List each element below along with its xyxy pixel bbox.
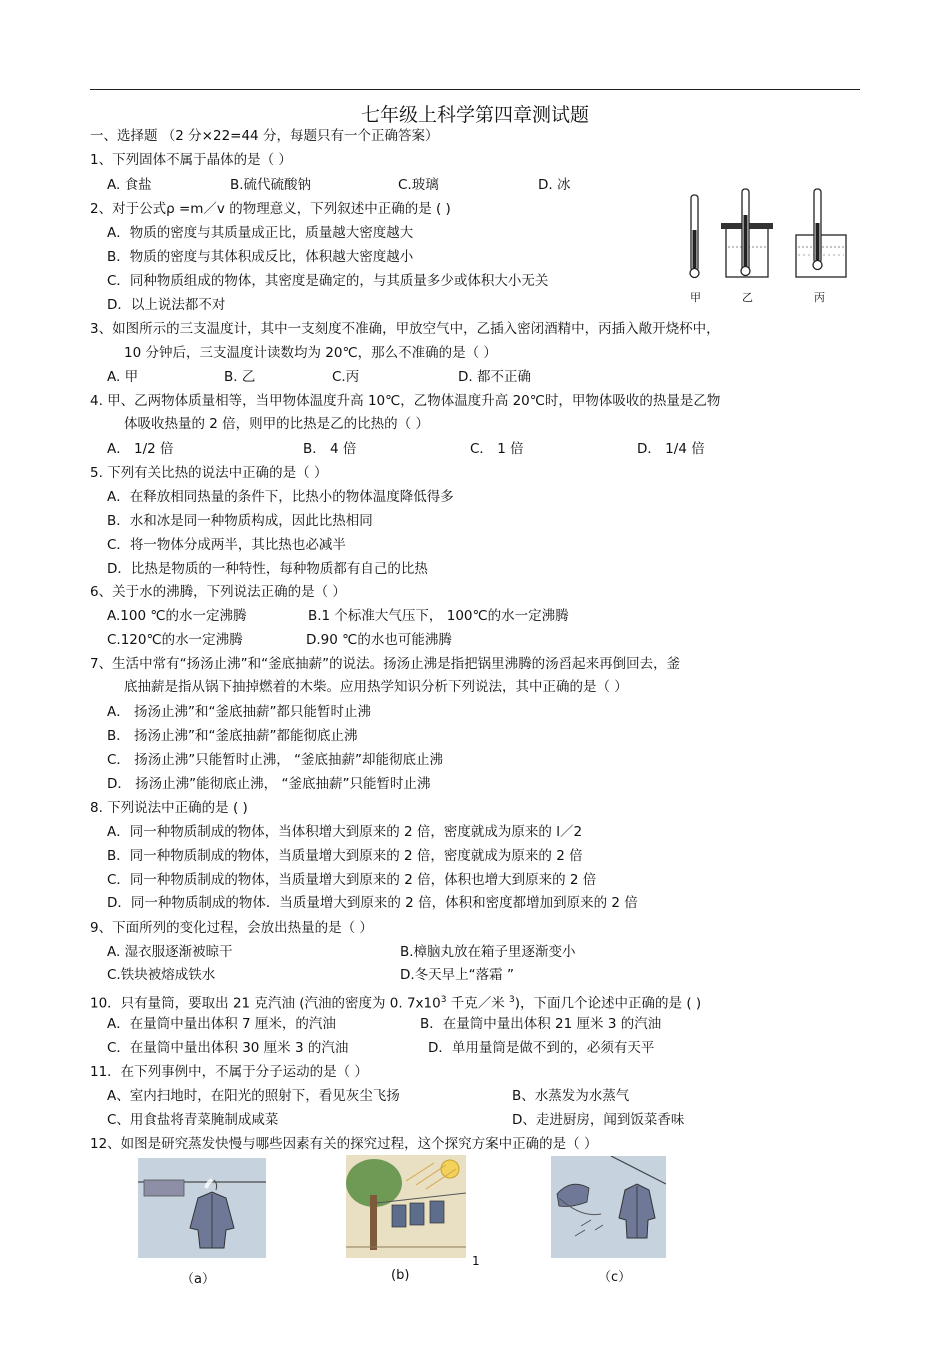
q5-option-b: B．水和冰是同一种物质构成，因此比热相同	[107, 513, 373, 529]
q9-option-b: B.樟脑丸放在箱子里逐渐变小	[400, 944, 576, 960]
q7-option-c: C． 扬汤止沸”只能暂时止沸， “釜底抽薪”却能彻底止沸	[107, 752, 443, 768]
q3-option-b: B. 乙	[224, 369, 256, 385]
q10-sup-2: 3	[509, 995, 515, 1005]
q1-option-a: A. 食盐	[107, 177, 152, 193]
q1-option-b: B.硫代硫酸钠	[230, 177, 312, 193]
q9-option-c: C.铁块被熔成铁水	[107, 967, 216, 983]
q11-option-b: B、水蒸发为水蒸气	[512, 1088, 630, 1104]
q2-option-a: A．物质的密度与其质量成正比，质量越大密度越大	[107, 225, 414, 241]
q3-stem: 3、如图所示的三支温度计，其中一支刻度不准确，甲放空气中，乙插入密闭酒精中，丙插入敞开烧杯中，	[90, 321, 720, 337]
q4-stem: 4. 甲、乙两物体质量相等，当甲物体温度升高 10℃，乙物体温度升高 20℃时，甲物体吸收的热量是乙物	[90, 393, 721, 409]
q11-stem: 11．在下列事例中，不属于分子运动的是（ ）	[90, 1064, 368, 1080]
q12-stem: 12、如图是研究蒸发快慢与哪些因素有关的探究过程，这个探究方案中正确的是（ ）	[90, 1136, 598, 1152]
q1-option-c: C.玻璃	[398, 177, 439, 193]
q10-option-c: C．在量筒中量出体积 30 厘米 3 的汽油	[107, 1040, 349, 1056]
q10-stem-c: )，下面几个论述中正确的是 ( )	[514, 995, 702, 1012]
q1-option-d: D. 冰	[538, 177, 571, 193]
q9-stem: 9、下面所列的变化过程，会放出热量的是（ ）	[90, 920, 373, 936]
q2-option-d: D．以上说法都不对	[107, 297, 226, 313]
q6-option-d: D.90 ℃的水也可能沸腾	[306, 632, 452, 648]
q7-stem-cont: 底抽薪是指从锅下抽掉燃着的木柴。应用热学知识分析下列说法，其中正确的是（ ）	[124, 679, 628, 695]
q5-option-d: D．比热是物质的一种特性，每种物质都有自己的比热	[107, 561, 428, 577]
picture-a	[138, 1158, 266, 1258]
q6-option-a: A.100 ℃的水一定沸腾	[107, 608, 247, 624]
q10-option-a: A．在量筒中量出体积 7 厘米，的汽油	[107, 1016, 336, 1032]
q8-stem: 8. 下列说法中正确的是 ( )	[90, 800, 248, 816]
q11-option-a: A、室内扫地时，在阳光的照射下，看见灰尘飞扬	[107, 1088, 400, 1104]
picture-a-label: （a）	[181, 1272, 215, 1287]
q8-option-b: B．同一种物质制成的物体，当质量增大到原来的 2 倍，密度就成为原来的 2 倍	[107, 848, 583, 864]
picture-a-drawing	[138, 1158, 266, 1258]
thermo-label-bing: 丙	[814, 291, 825, 304]
picture-c	[551, 1156, 666, 1258]
q2-option-c: C．同种物质组成的物体，其密度是确定的，与其质量多少或体积大小无关	[107, 273, 549, 289]
q9-option-a: A. 湿衣服逐渐被晾干	[107, 944, 233, 960]
q10-stem-b: 千克／米	[446, 995, 510, 1012]
q2-option-b: B．物质的密度与其体积成反比，体积越大密度越小	[107, 249, 414, 265]
thermometer-figure	[680, 185, 860, 310]
q8-option-c: C．同一种物质制成的物体，当质量增大到原来的 2 倍，体积也增大到原来的 2 倍	[107, 872, 597, 888]
q7-option-d: D． 扬汤止沸”能彻底止沸， “釜底抽薪”只能暂时止沸	[107, 776, 431, 792]
q3-option-a: A. 甲	[107, 369, 139, 385]
picture-b	[346, 1155, 466, 1258]
q11-option-c: C、用食盐将青菜腌制成咸菜	[107, 1112, 279, 1128]
q7-option-b: B． 扬汤止沸”和“釜底抽薪”都能彻底止沸	[107, 728, 358, 744]
picture-c-drawing	[551, 1156, 666, 1258]
q7-stem: 7、生活中常有“扬汤止沸”和“釜底抽薪”的说法。扬汤止沸是指把锅里沸腾的汤舀起来再倒回去，釜	[90, 656, 681, 672]
thermo-label-jia: 甲	[690, 291, 701, 304]
q10-option-b: B．在量筒中量出体积 21 厘米 3 的汽油	[420, 1016, 662, 1032]
section-heading: 一、选择题 （2 分×22=44 分，每题只有一个正确答案）	[90, 128, 439, 144]
q9-option-d: D.冬天早上“落霜 ”	[400, 967, 514, 983]
q6-option-c: C.120℃的水一定沸腾	[107, 632, 243, 648]
q4-option-b: B． 4 倍	[303, 441, 357, 457]
q7-option-a: A． 扬汤止沸”和“釜底抽薪”都只能暂时止沸	[107, 704, 372, 720]
q2-stem: 2、对于公式ρ =m／v 的物理意义，下列叙述中正确的是 ( )	[90, 201, 451, 217]
q11-option-d: D、走进厨房，闻到饭菜香味	[512, 1112, 685, 1128]
q10-option-d: D．单用量筒是做不到的，必须有天平	[428, 1040, 655, 1056]
q6-option-b: B.1 个标准大气压下， 100℃的水一定沸腾	[308, 608, 569, 624]
thermometer-drawing	[680, 185, 860, 310]
q5-option-a: A．在释放相同热量的条件下，比热小的物体温度降低得多	[107, 489, 454, 505]
q4-option-d: D． 1/4 倍	[637, 441, 705, 457]
q1-stem: 1、下列固体不属于晶体的是（ ）	[90, 152, 292, 168]
q3-option-c: C.丙	[332, 369, 360, 385]
thermo-label-yi: 乙	[742, 291, 753, 304]
q8-option-a: A．同一种物质制成的物体，当体积增大到原来的 2 倍，密度就成为原来的 l／2	[107, 824, 583, 840]
q5-option-c: C．将一物体分成两半，其比热也必减半	[107, 537, 346, 553]
picture-b-label: (b)	[391, 1268, 410, 1283]
picture-b-drawing	[346, 1155, 466, 1258]
q6-stem: 6、关于水的沸腾，下列说法正确的是（ ）	[90, 584, 346, 600]
q4-stem-cont: 体吸收热量的 2 倍，则甲的比热是乙的比热的（ ）	[124, 416, 429, 432]
q10-sup-1: 3	[440, 995, 447, 1005]
q4-option-a: A． 1/2 倍	[107, 441, 174, 457]
q10-stem	[90, 990, 701, 1014]
q4-option-c: C． 1 倍	[470, 441, 524, 457]
page-title: 七年级上科学第四章测试题	[360, 104, 589, 126]
q5-stem: 5. 下列有关比热的说法中正确的是（ ）	[90, 465, 328, 481]
page-number: 1	[472, 1254, 480, 1268]
header-rule	[90, 89, 860, 90]
q3-option-d: D. 都不正确	[458, 369, 531, 385]
q8-option-d: D．同一种物质制成的物体．当质量增大到原来的 2 倍，体积和密度都增加到原来的 2 倍	[107, 895, 638, 911]
q3-stem-cont: 10 分钟后，三支温度计读数均为 20℃，那么不准确的是（ ）	[124, 345, 497, 361]
picture-c-label: （c）	[598, 1270, 632, 1285]
q10-stem-a: 10．只有量筒，要取出 21 克汽油 (汽油的密度为 0. 7x10	[90, 995, 441, 1012]
